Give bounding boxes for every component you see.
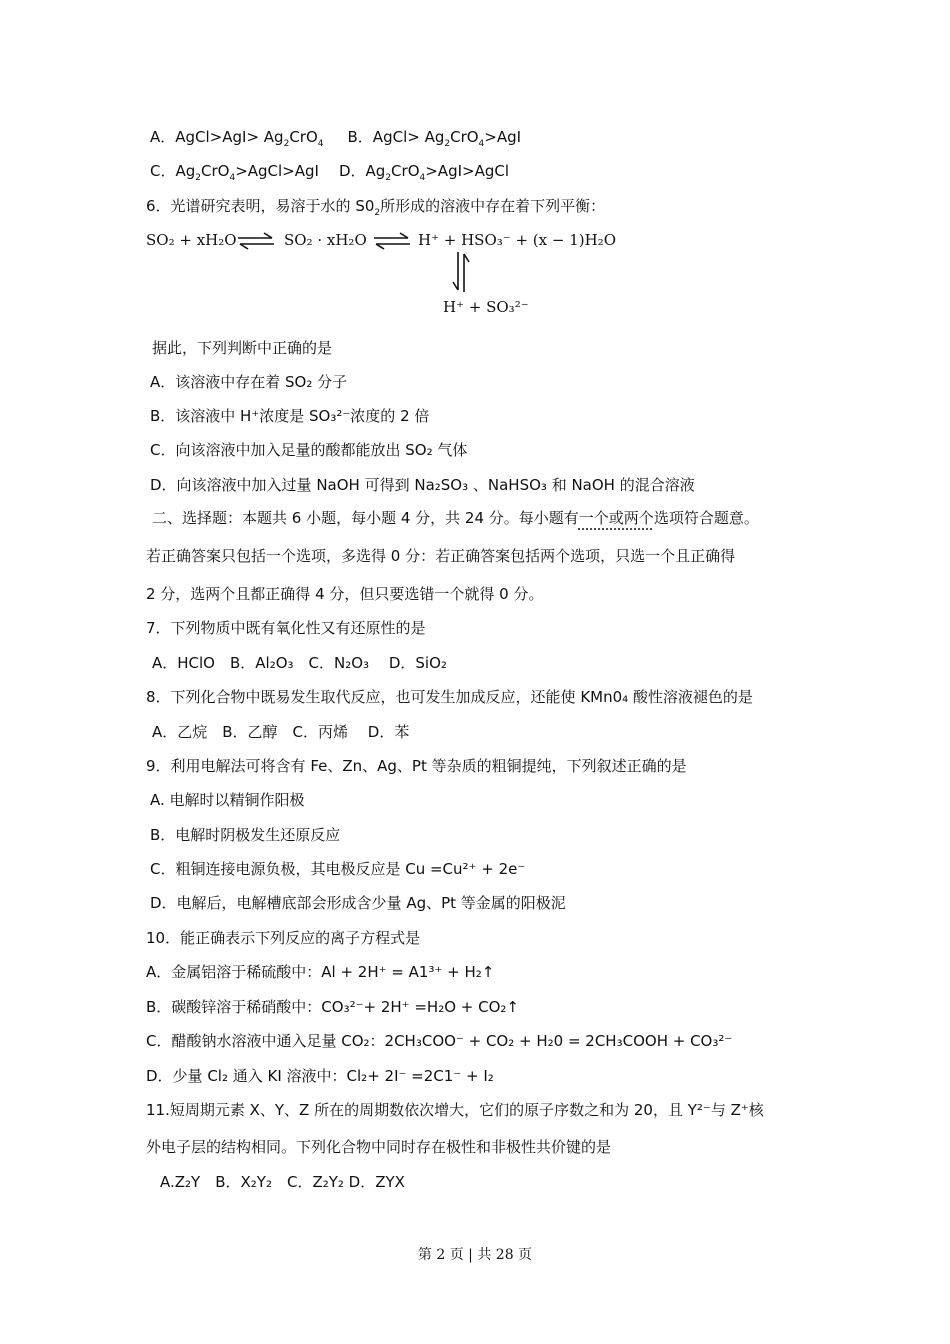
q9-option-a: A. 电解时以精铜作阳极 xyxy=(150,791,305,809)
q10-option-c: C．醋酸钠水溶液中通入足量 CO₂：2CH₃COO⁻ + CO₂ + H₂0 = 2CH₃COOH + CO₃²⁻ xyxy=(146,1032,733,1050)
section2-line2: 若正确答案只包括一个选项，多选得 0 分：若正确答案包括两个选项，只选一个且正确得 xyxy=(146,547,736,565)
q9-option-d: D．电解后，电解槽底部会形成含少量 Ag、Pt 等金属的阳极泥 xyxy=(150,894,566,912)
q6-option-d: D．向该溶液中加入过量 NaOH 可得到 Na₂SO₃ 、NaHSO₃ 和 NaOH 的混合溶液 xyxy=(150,476,695,494)
q8-options: A．乙烷 B．乙醇 C．丙烯 D．苯 xyxy=(152,723,410,741)
q6-option-a: A．该溶液中存在着 SO₂ 分子 xyxy=(150,373,348,391)
q11-options: A.Z₂Y B．X₂Y₂ C．Z₂Y₂ D．ZYX xyxy=(160,1173,405,1191)
q8-stem: 8．下列化合物中既易发生取代反应，也可发生加成反应，还能使 KMn0₄ 酸性溶液褪色的是 xyxy=(146,688,753,706)
section2-line1: 二、选择题：本题共 6 小题，每小题 4 分，共 24 分。每小题有一个或两个选项符合题意。 xyxy=(152,509,759,527)
q5-options-line2: C．$Ag_2CrO_4>AgCl>AgI$ D．$Ag_2CrO_4>AgI>AgCl$ xyxy=(150,162,510,183)
q9-stem: 9．利用电解法可将含有 Fe、Zn、Ag、Pt 等杂质的粗铜提纯，下列叙述正确的是 xyxy=(146,757,687,775)
equilibrium-arrow-2 xyxy=(372,232,412,250)
q11-line1: 11.短周期元素 X、Y、Z 所在的周期数依次增大，它们的原子序数之和为 20，且 Y²⁻与 Z⁺核 xyxy=(146,1101,764,1119)
q9-option-c: C．粗铜连接电源负极，其电极反应是 Cu =Cu²⁺ + 2e⁻ xyxy=(150,860,526,878)
q10-option-b: B．碳酸锌溶于稀硝酸中：CO₃²⁻+ 2H⁺ =H₂O + CO₂↑ xyxy=(146,998,519,1016)
page-footer: 第 2 页 | 共 28 页 xyxy=(417,1247,533,1263)
section2-line3: 2 分，选两个且都正确得 4 分，但只要选错一个就得 0 分。 xyxy=(146,585,544,603)
q6-prompt: 据此，下列判断中正确的是 xyxy=(152,339,333,357)
q10-option-d: D．少量 Cl₂ 通入 KI 溶液中：Cl₂+ 2I⁻ =2C1⁻ + I₂ xyxy=(146,1067,494,1085)
eq-mid: SO₂ · xH₂O xyxy=(284,231,367,249)
emphasis-dots: 一个或两个 xyxy=(578,509,654,527)
q7-stem: 7．下列物质中既有氧化性又有还原性的是 xyxy=(146,619,426,637)
q10-option-a: A．金属铝溶于稀硫酸中：Al + 2H⁺ = A1³⁺ + H₂↑ xyxy=(146,963,495,981)
q9-option-b: B．电解时阴极发生还原反应 xyxy=(150,826,341,844)
q6-option-c: C．向该溶液中加入足量的酸都能放出 SO₂ 气体 xyxy=(150,441,468,459)
equilibrium-arrow-1 xyxy=(236,232,276,250)
q7-options: A．HClO B．Al₂O₃ C．N₂O₃ D．SiO₂ xyxy=(152,654,447,672)
q5-options-line1: A．AgCl>AgI> $Ag_2CrO_4$ B．AgCl> $Ag_2CrO_4>AgI$ xyxy=(150,128,522,149)
q6-option-b: B．该溶液中 H⁺浓度是 SO₃²⁻浓度的 2 倍 xyxy=(150,407,430,425)
eq-right: H⁺ + HSO₃⁻ + (x − 1)H₂O xyxy=(418,231,616,249)
eq-left: SO₂ + xH₂O xyxy=(146,231,237,249)
q6-stem: 6．光谱研究表明，易溶于水的 $S0_2$所形成的溶液中存在着下列平衡： xyxy=(146,197,606,218)
q10-stem: 10．能正确表示下列反应的离子方程式是 xyxy=(146,929,421,947)
equilibrium-arrow-vertical xyxy=(452,250,470,294)
q11-line2: 外电子层的结构相同。下列化合物中同时存在极性和非极性共价键的是 xyxy=(146,1138,612,1156)
eq-bottom: H⁺ + SO₃²⁻ xyxy=(443,298,529,316)
